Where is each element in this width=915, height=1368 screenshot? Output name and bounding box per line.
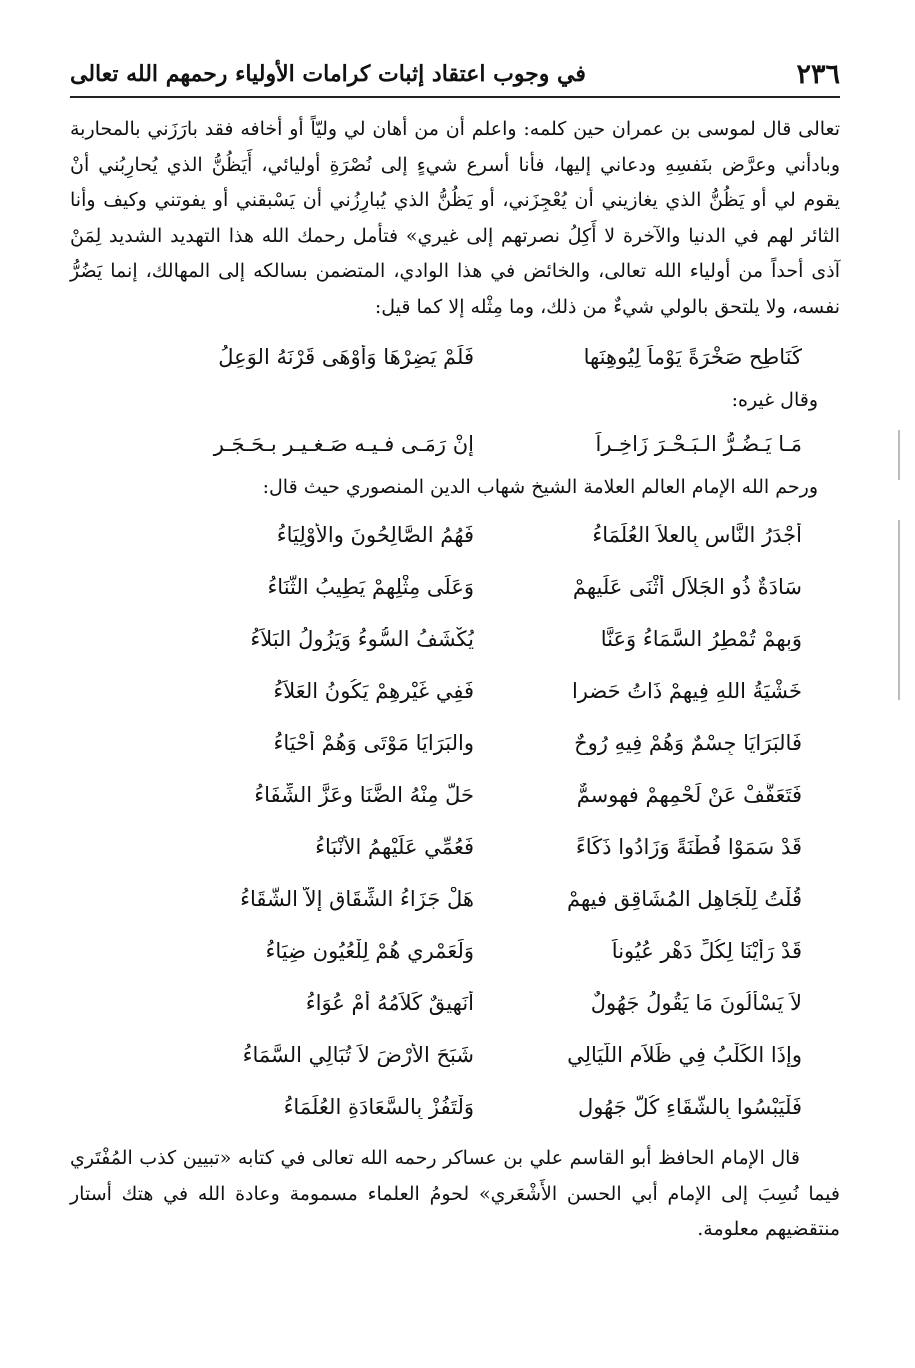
verse-intro: وقال غيره: (731, 389, 818, 411)
running-title: في وجوب اعتقاد إثبات كرامات الأولياء رحمهم الله تعالى (70, 61, 586, 87)
verse-line (174, 418, 802, 470)
verse-first-hemistich: مَـا يَـضُـرُّ الـبَـحْـرَ زَاخِـراً (595, 432, 802, 456)
verse-second-hemistich: أَنَهِيقٌ كَلاَمُهُ أَمْ عُوَاءُ (305, 991, 474, 1015)
poem-line (174, 613, 802, 665)
poem (70, 509, 840, 1133)
page-number: ٢٣٦ (796, 58, 840, 90)
scan-edge-mark (898, 520, 900, 700)
poem-line (174, 561, 802, 613)
opening-paragraph: تعالى قال لموسى بن عمران حين كلمه: واعلم أن من أهان لي وليّاً أو أخافه فقد بارَزَني بالمحاربة وبادأني وعرَّض بنَفسِهِ ودعاني إليها، فأنا أسرع شيءٍ إلى نُصْرَةِ أوليائي، أَيَظُنُّ الذي يُحارِبُني أنْ يقوم لي أو يَظُنُّ الذي يغازيني أن يُعْجِزَني، أو يَظُنُّ الذي يُبارِزُني أن يَسْبقني أو يفوتني وكيف وأنا الثائر لهم في الدنيا والآخرة لا أَكِلُ نصرتهم إلى غيري» فتأمل رحمك الله هذا التهديد الشديد لِمَنْ آذى أحداً من أولياء الله تعالى، والخائض في هذا الوادي، المتضمن بسالكه إلى المهالك، إنما يَضُرُّ نفسه، ولا يلتحق بالولي شيءٌ من ذلك، وما مِثْله إلا كما قيل: (70, 118, 840, 318)
verse-second-hemistich: والبَرَايَا مَوْتَى وَهُمْ أَحْيَاءُ (273, 731, 474, 755)
verse-first-hemistich: فَالبَرَايَا جِسْمٌ وَهُمْ فِيهِ رُوحٌ (574, 731, 802, 755)
poem-line (174, 821, 802, 873)
verse-first-hemistich: وَبِهِمْ تُمْطِرُ السَّمَاءُ وَعَنَّا (600, 627, 802, 651)
verse-second-hemistich: شَبَحَ الأَرْضَ لاَ تُبَالِي السَّمَاءُ (242, 1043, 474, 1067)
poem-line (174, 717, 802, 769)
verse-first-hemistich: قُلْتُ لِلْجَاهِلِ المُشَاقِقِ فيهمْ (566, 887, 802, 911)
page-header (70, 52, 840, 98)
page-body (70, 112, 840, 1248)
poem-line (174, 509, 802, 561)
verse-first-hemistich: أَجْدَرُ النَّاسِ بِالعلاَ العُلَمَاءُ (592, 523, 802, 547)
verse-line (174, 331, 802, 383)
poem-line (174, 977, 802, 1029)
verse-second-hemistich: إِنْ رَمَـى فـيـه صَـغـيـر بـحَـجَـر (213, 432, 474, 456)
verse-second-hemistich: وَلَعَمْرِي هُمْ لِلْعُيُونِ ضِيَاءُ (265, 939, 474, 963)
verse-first-hemistich: سَادَةٌ ذُو الجَلاَلِ أَثْنَى عَلَيهِمْ (572, 575, 802, 599)
verse-second-hemistich: حَلَّ مِنْهُ الضَّنَا وعَزَّ الشِّفَاءُ (254, 783, 474, 807)
poem-intro: ورحم الله الإمام العالم العلامة الشيخ شهاب الدين المنصوري حيث قال: (262, 476, 818, 498)
verse-first-hemistich: كَنَاطِحٍ صَخْرَةً يَوْماً لِيُوهِنَها (583, 345, 802, 369)
verse-second-hemistich: هَلْ جَزَاءُ الشِّقَاقِ إلاَّ الشَّقَاءُ (240, 887, 474, 911)
closing-paragraph: قال الإمام الحافظ أبو القاسم علي بن عساكر رحمه الله تعالى في كتابه «تبيين كذب المُفْتَري فيما نُسِبَ إلى الإمام أبي الحسن الأَشْعَري» لحومُ العلماء مسمومة وعادة الله في هتك أستار منتقضيهم معلومة. (70, 1147, 840, 1240)
scan-edge-mark (898, 430, 900, 480)
verse-second-hemistich: فَلَمْ يَضِرْهَا وَأَوْهَى قَرْنَهُ الوَعِلُ (218, 345, 474, 369)
verse-first-hemistich: قَدْ سَمَوْا فُطْنَةً وَزَادُوا ذَكَاءً (575, 835, 802, 859)
poem-line (174, 1081, 802, 1133)
verse-second-hemistich: يُكْشَفُ السُّوءُ وَيَزُولُ البَلاَءُ (250, 627, 474, 651)
verse-second-hemistich: فَفِي غَيْرِهِمْ يَكُونُ العَلاَءُ (273, 679, 474, 703)
verse-first-hemistich: فَلْيَبْسُوا بِالشَّقَاءِ كُلُّ جَهُولٍ (577, 1095, 802, 1119)
verse-second-hemistich: فَهُمُ الصَّالِحُونَ والأَوْلِيَاءُ (276, 523, 474, 547)
poem-line (174, 769, 802, 821)
verse-second-hemistich: فَعُمِّي عَلَيْهِمُ الأَنْبَاءُ (315, 835, 474, 859)
verse-first-hemistich: خَشْيَةُ اللهِ فِيهِمْ ذَاتُ حَضرا (571, 679, 802, 703)
verse-second-hemistich: وَلْتَفُزْ بِالسَّعَادَةِ العُلَمَاءُ (283, 1095, 474, 1119)
poem-line (174, 1029, 802, 1081)
verse-first-hemistich: لاَ يَسْأَلُونَ مَا يَقُولُ جَهُولٌ (590, 991, 802, 1015)
poem-line (174, 925, 802, 977)
verse-first-hemistich: قَدْ رَأَيْنَا لِكُلِّ دَهْرٍ عُيُوناً (611, 939, 802, 963)
verse-second-hemistich: وَعَلَى مِثْلِهِمْ يَطِيبُ الثَّنَاءُ (267, 575, 474, 599)
verse-first-hemistich: وإِذَا الكَلْبُ فِي ظَلاَمِ اللَّيَالِي (567, 1043, 802, 1067)
poem-line (174, 873, 802, 925)
verse-first-hemistich: فَتَعَفَّفْ عَنْ لَحْمِهِمْ فهوسمٌّ (576, 783, 802, 807)
poem-line (174, 665, 802, 717)
